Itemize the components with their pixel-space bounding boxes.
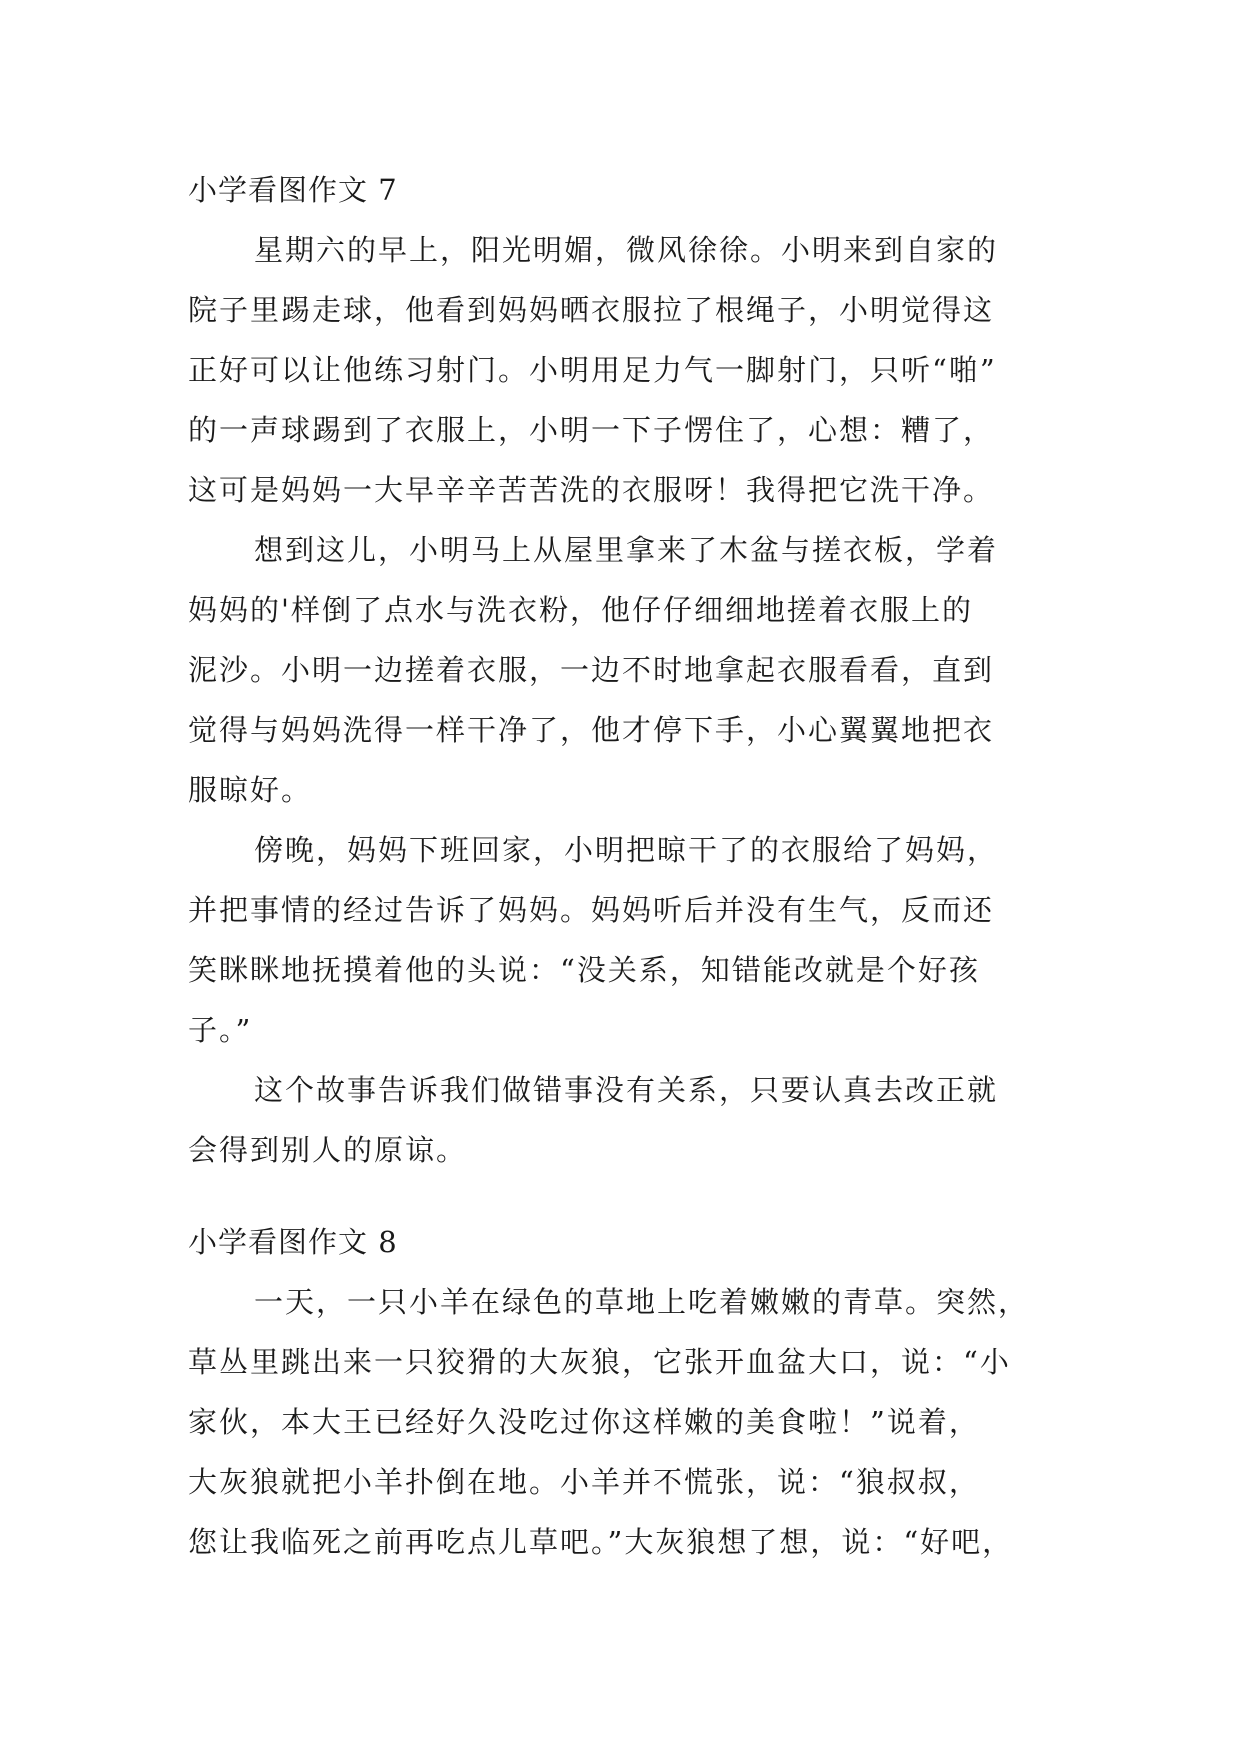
text-line: 您让我临死之前再吃点儿草吧。”大灰狼想了想，说：“好吧， bbox=[188, 1525, 1014, 1559]
text-line: 服晾好。 bbox=[188, 773, 313, 807]
text-line: 并把事情的经过告诉了妈妈。妈妈听后并没有生气，反而还 bbox=[188, 893, 995, 927]
text-line: 会得到别人的原谅。 bbox=[188, 1133, 468, 1167]
essay-section-8 bbox=[188, 1212, 1068, 1572]
text-line: 笑眯眯地抚摸着他的头说：“没关系，知错能改就是个好孩 bbox=[188, 953, 980, 987]
essay-paragraph bbox=[188, 1272, 1068, 1572]
essay-title: 小学看图作文 8 bbox=[188, 1225, 398, 1259]
text-line: 觉得与妈妈洗得一样干净了，他才停下手，小心翼翼地把衣 bbox=[188, 713, 995, 747]
text-line: 正好可以让他练习射门。小明用足力气一脚射门，只听“啪” bbox=[188, 353, 997, 387]
text-line: 大灰狼就把小羊扑倒在地。小羊并不慌张，说：“狼叔叔， bbox=[188, 1465, 980, 1499]
text-line: 泥沙。小明一边搓着衣服，一边不时地拿起衣服看看，直到 bbox=[188, 653, 995, 687]
text-line: 这可是妈妈一大早辛辛苦苦洗的衣服呀！我得把它洗干净。 bbox=[188, 473, 995, 507]
essay-paragraph bbox=[188, 220, 1068, 520]
text-line: 一天，一只小羊在绿色的草地上吃着嫩嫩的青草。突然， bbox=[254, 1285, 1030, 1319]
text-line: 星期六的早上，阳光明媚，微风徐徐。小明来到自家的 bbox=[254, 233, 999, 267]
essay-paragraph bbox=[188, 1060, 1068, 1180]
text-line: 的一声球踢到了衣服上，小明一下子愣住了，心想：糟了， bbox=[188, 413, 995, 447]
text-line: 傍晚，妈妈下班回家，小明把晾干了的衣服给了妈妈， bbox=[254, 833, 999, 867]
essay-section-7 bbox=[188, 160, 1068, 1180]
text-line: 草丛里跳出来一只狡猾的大灰狼，它张开血盆大口，说：“小 bbox=[188, 1345, 1011, 1379]
text-line: 家伙，本大王已经好久没吃过你这样嫩的美食啦！”说着， bbox=[188, 1405, 980, 1439]
essay-title: 小学看图作文 7 bbox=[188, 173, 398, 207]
text-line: 想到这儿，小明马上从屋里拿来了木盆与搓衣板，学着 bbox=[254, 533, 999, 567]
text-line: 院子里踢走球，他看到妈妈晒衣服拉了根绳子，小明觉得这 bbox=[188, 293, 995, 327]
text-line: 这个故事告诉我们做错事没有关系，只要认真去改正就 bbox=[254, 1073, 999, 1107]
text-line: 子。” bbox=[188, 1013, 253, 1047]
essay-paragraph bbox=[188, 520, 1068, 820]
text-line: 妈妈的'样倒了点水与洗衣粉，他仔仔细细地搓着衣服上的 bbox=[188, 593, 973, 627]
essay-paragraph bbox=[188, 820, 1068, 1060]
